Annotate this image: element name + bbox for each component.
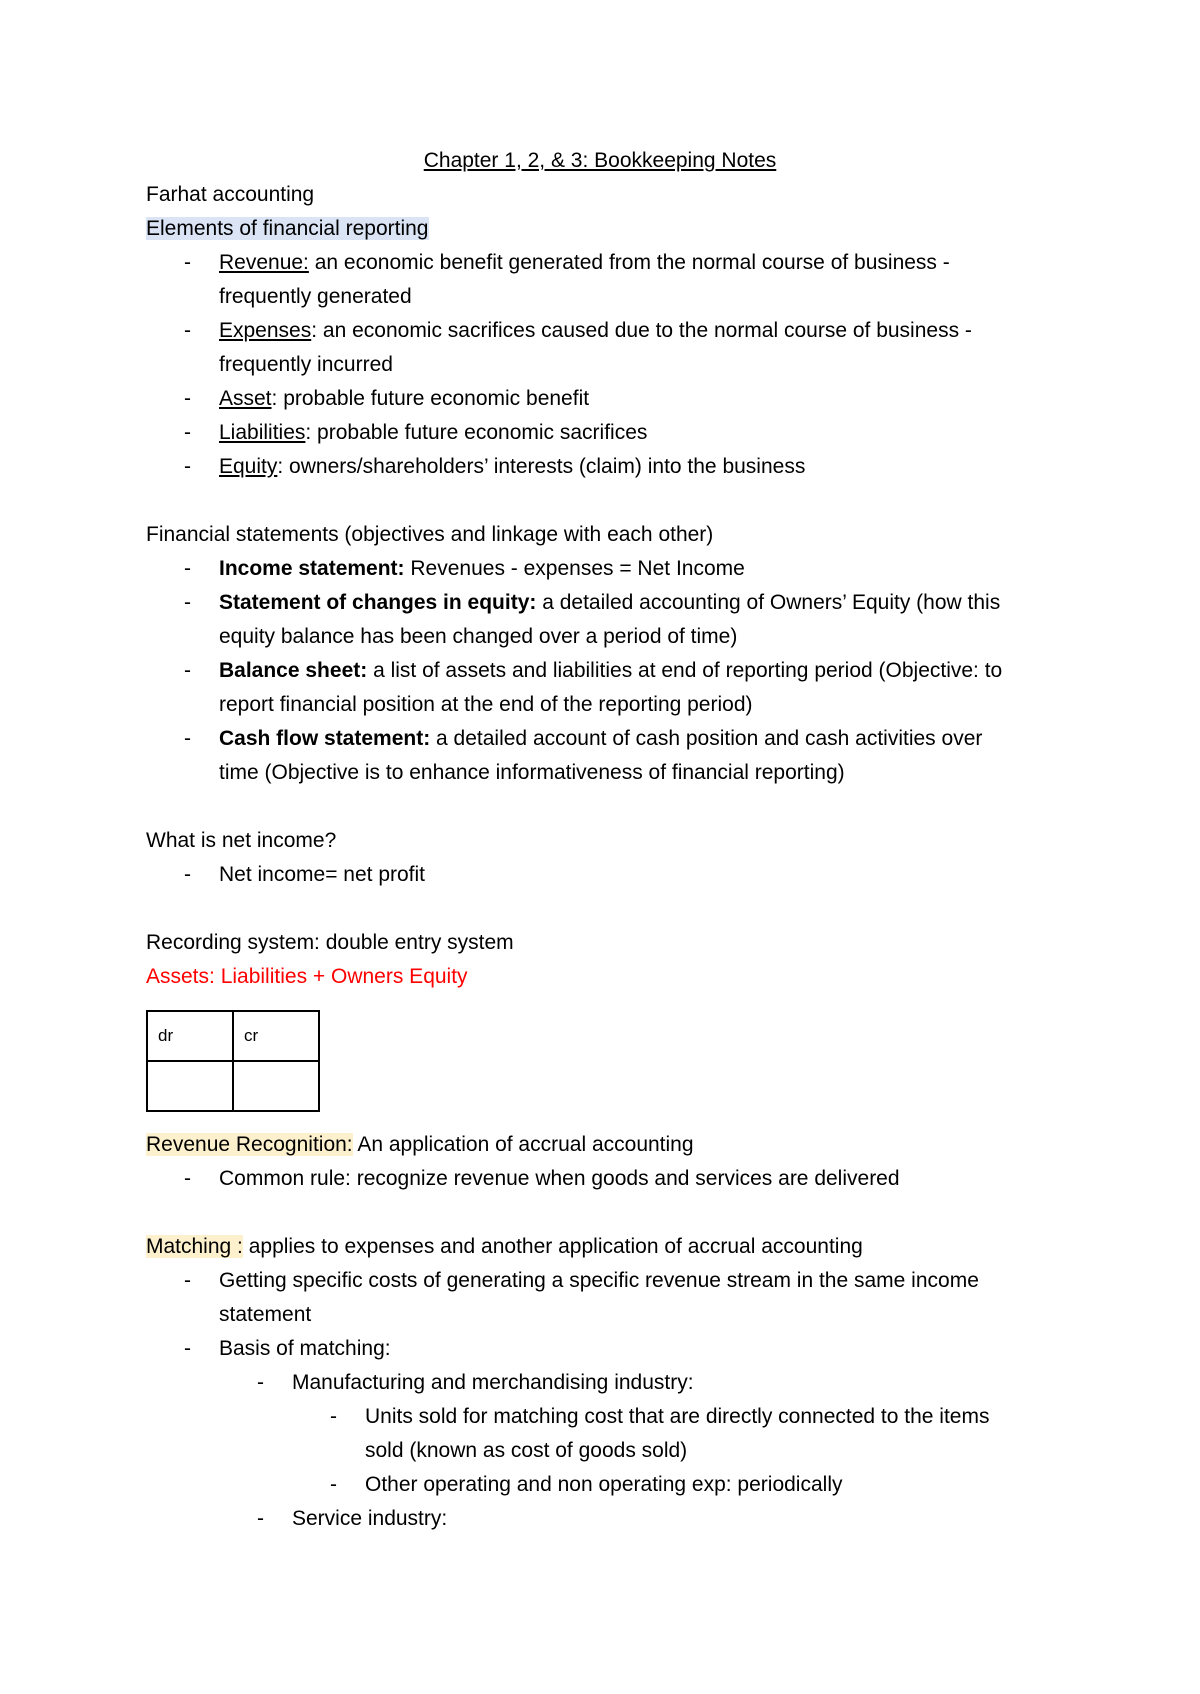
list-item-income-statement: - Income statement: Revenues - expenses = Net Income <box>184 557 745 580</box>
subtitle: Farhat accounting <box>146 183 315 206</box>
list-item-liabilities: - Liabilities: probable future economic sacrifices <box>184 421 648 444</box>
list-item-manufacturing: - Manufacturing and merchandising industry: <box>257 1371 694 1394</box>
page-title <box>0 146 1200 176</box>
list-item-revenue-cont: frequently generated <box>219 285 412 308</box>
t-account-cr: cr <box>233 1011 319 1061</box>
list-item-cash-flow-cont: time (Objective is to enhance informativeness of financial reporting) <box>219 761 845 784</box>
list-item-specific-costs-cont: statement <box>219 1303 312 1326</box>
list-item-expenses-cont: frequently incurred <box>219 353 393 376</box>
title-text: Chapter 1, 2, & 3: Bookkeeping Notes <box>423 149 777 172</box>
list-item-net-income: - Net income= net profit <box>184 863 426 886</box>
spacer <box>146 484 1066 518</box>
list-item-units-sold: - Units sold for matching cost that are directly connected to the items <box>330 1405 990 1428</box>
revenue-recognition: Revenue Recognition: An application of accrual accounting <box>146 1133 694 1156</box>
list-item-basis: - Basis of matching: <box>184 1337 391 1360</box>
list-item-expenses: - Expenses: an economic sacrifices caused due to the normal course of business - <box>184 319 972 342</box>
net-income-question: What is net income? <box>146 829 337 852</box>
accounting-equation: Assets: Liabilities + Owners Equity <box>146 965 468 988</box>
spacer <box>146 790 1066 824</box>
list-item-other-exp: - Other operating and non operating exp: periodically <box>330 1473 843 1496</box>
section-heading-statements: Financial statements (objectives and linkage with each other) <box>146 523 714 546</box>
list-item-balance-sheet: - Balance sheet: a list of assets and liabilities at end of reporting period (Objective: to <box>184 659 1003 682</box>
recording-system: Recording system: double entry system <box>146 931 514 954</box>
list-item-asset: - Asset: probable future economic benefit <box>184 387 590 410</box>
spacer <box>146 892 1066 926</box>
list-item-specific-costs: - Getting specific costs of generating a specific revenue stream in the same income <box>184 1269 979 1292</box>
list-item-changes-in-equity-cont: equity balance has been changed over a period of time) <box>219 625 738 648</box>
notes-body <box>146 178 1066 1536</box>
matching: Matching : applies to expenses and another application of accrual accounting <box>146 1235 863 1258</box>
list-item-revenue: - Revenue: an economic benefit generated from the normal course of business - <box>184 251 950 274</box>
t-account-dr: dr <box>147 1011 233 1061</box>
list-item-balance-sheet-cont: report financial position at the end of the reporting period) <box>219 693 753 716</box>
list-item-service: - Service industry: <box>257 1507 448 1530</box>
t-account-empty-cell <box>147 1061 233 1111</box>
list-item-units-sold-cont: sold (known as cost of goods sold) <box>365 1439 688 1462</box>
list-item-equity: - Equity: owners/shareholders’ interests (claim) into the business <box>184 455 806 478</box>
list-item-cash-flow: - Cash flow statement: a detailed account of cash position and cash activities over <box>184 727 983 750</box>
section-heading-elements: Elements of financial reporting <box>146 217 429 240</box>
t-account-empty-cell <box>233 1061 319 1111</box>
list-item-changes-in-equity: - Statement of changes in equity: a detailed accounting of Owners’ Equity (how this <box>184 591 1001 614</box>
spacer <box>146 1196 1066 1230</box>
t-account-table <box>146 1010 320 1112</box>
list-item-common-rule: - Common rule: recognize revenue when goods and services are delivered <box>184 1167 900 1190</box>
